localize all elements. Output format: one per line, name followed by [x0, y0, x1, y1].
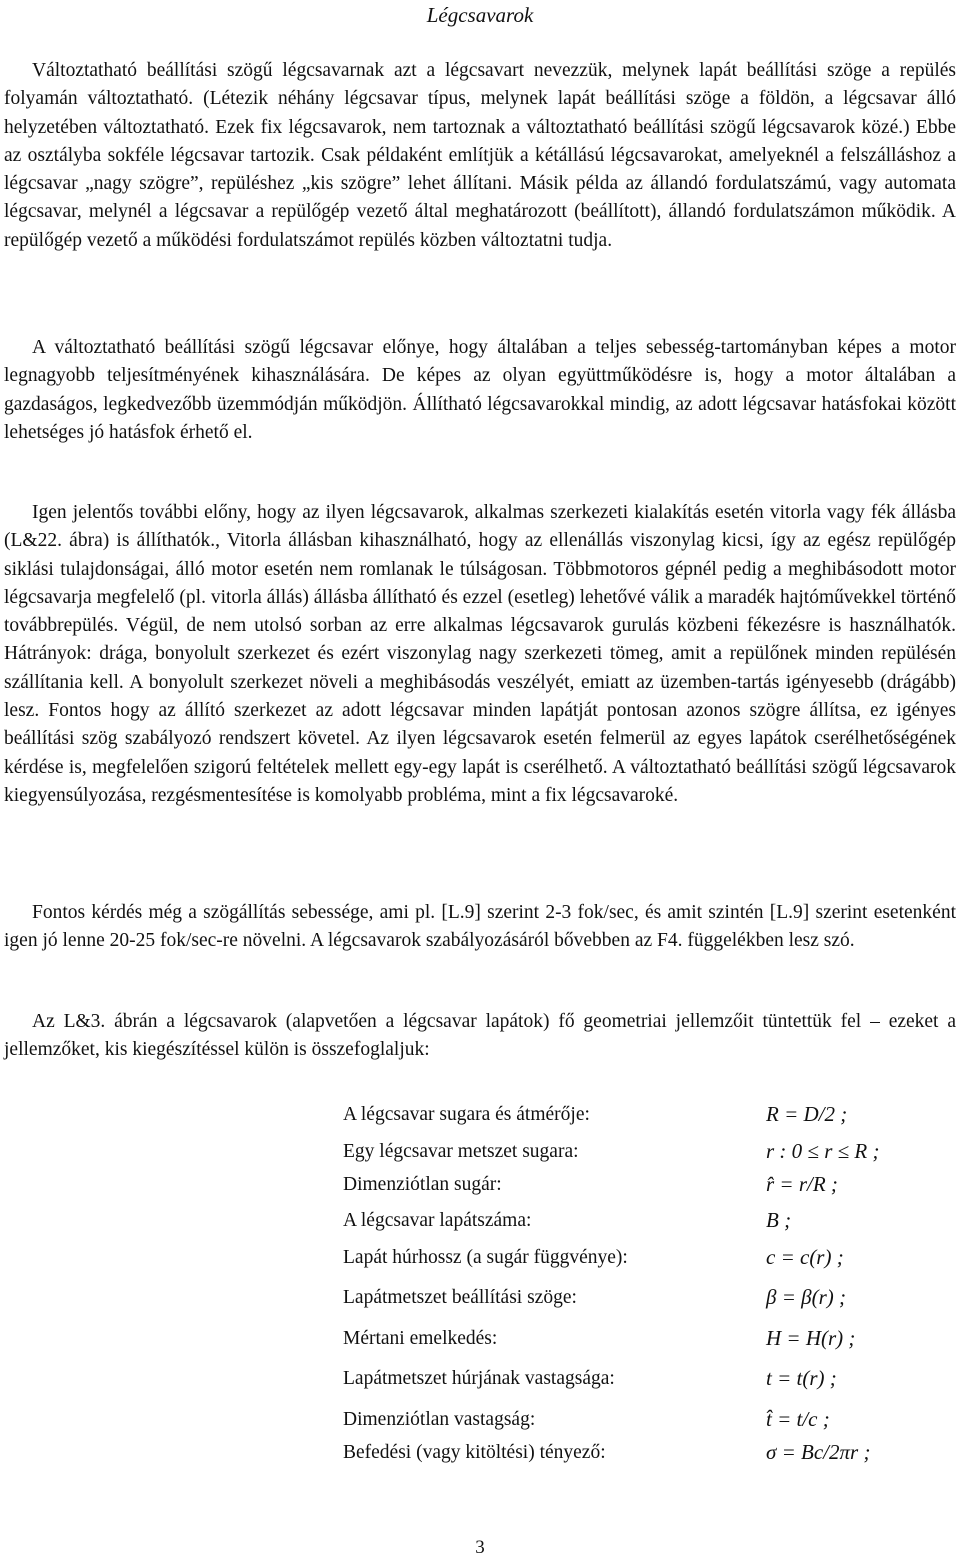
definition-row	[343, 1244, 943, 1278]
paragraph-further-advantages: Igen jelentős további előny, hogy az ilyen légcsavarok, alkalmas szerkezeti kialakítás esetén vitorla vagy fék állásba (L&22. ábra) is állíthatók., Vitorla állásban kihasználható, hogy az ellenállás viszonylag kicsi, így az egész repülőgép siklási tulajdonságai, álló motor esetén nem romlanak le túlságosan. Többmotoros gépnél pedig a meghibásodott motor légcsavarja megfelelő (pl. vitorla állás) állásba állítható és ezzel (esetleg) lehetővé válik a maradék hajtóművekkel történő továbbrepülés. Végül, de nem utolsó sorban az erre alkalmas légcsavarok gurulás közbeni fékezésre is használhatók. Hátrányok: drága, bonyolult szerkezet és ezért viszonylag nagy szerkezeti tömeg, amit a repülőnek minden repülésén szállítania kell. A bonyolult szerkezet növeli a meghibásodás veszélyét, emiatt az üzemben-tartás igényesebb (drágább) lesz. Fontos hogy az állító szerkezet az adott légcsavar minden lapátját pontosan azonos szögre állítsa, ez igényes beállítási szög szabályozó rendszert követel. Az ilyen légcsavarok esetén felmerül az egyes lapátok cserélhetőségének kérdése is, megfelelően szigorú feltételek mellett egy-egy lapát is cserélhető. A változtatható beállítási szögű légcsavarok kiegyensúlyozása, rezgésmentesítése is komolyabb probléma, mint a fix légcsavaroké.	[4, 502, 956, 806]
definition-formula: c = c(r) ;	[766, 1245, 844, 1269]
definition-formula: H = H(r) ;	[766, 1326, 856, 1350]
definition-row	[343, 1171, 943, 1205]
definition-formula: σ = Bc/2πr ;	[766, 1440, 871, 1464]
definition-label: A légcsavar lapátszáma:	[343, 1210, 532, 1231]
paragraph-definition: Változtatható beállítási szögű légcsavarnak azt a légcsavart nevezzük, melynek lapát beállítási szöge a repülés folyamán változtatható. (Létezik néhány légcsavar típus, melynek lapát beállítási szöge a földön, a légcsavar álló helyzetében változtatható. Ezek fix légcsavarok, nem tartoznak a változtatható beállítási szögű légcsavarok közé.) Ebbe az osztályba sokféle légcsavar tartozik. Csak példaként említjük a kétállású légcsavarokat, amelyeknél a felszálláshoz a légcsavar „nagy szögre”, repüléshez „kis szögre” lehet állítani. Másik példa az állandó fordulatszámú, vagy automata légcsavar, melynél a légcsavar a repülőgép vezető által meghatározott (beállított), állandó fordulatszámon működik. A repülőgép vezető a működési fordulatszámot repülés közben változtatni tudja.	[4, 60, 956, 251]
definition-row	[343, 1207, 943, 1241]
definition-formula: t = t(r) ;	[766, 1366, 837, 1390]
definition-label: Lapát húrhossz (a sugár függvénye):	[343, 1247, 628, 1268]
page-number: 3	[475, 1537, 485, 1558]
definition-label: Lapátmetszet húrjának vastagsága:	[343, 1368, 615, 1389]
definition-row	[343, 1365, 943, 1399]
definition-row	[343, 1406, 943, 1440]
definition-label: Egy légcsavar metszet sugara:	[343, 1141, 579, 1162]
definition-label: A légcsavar sugara és átmérője:	[343, 1104, 590, 1125]
definition-formula: r : 0 ≤ r ≤ R ;	[766, 1139, 880, 1163]
definition-formula: B ;	[766, 1208, 792, 1232]
definition-formula: r̂ = r/R ;	[766, 1172, 838, 1196]
definition-formula: t̂ = t/c ;	[766, 1407, 830, 1431]
definition-row	[343, 1138, 943, 1172]
paragraph-advantages: A változtatható beállítási szögű légcsavar előnye, hogy általában a teljes sebesség-tartományban képes a motor legnagyobb teljesítményének kihasználására. De képes az olyan együttműködésre is, hogy a motor általában a gazdaságos, legkedvezőbb üzemmódján működjön. Állítható légcsavarokkal mindig, az adott légcsavar hatásfokai között lehetséges jó hatásfok érhető el.	[4, 337, 956, 443]
definition-formula: β = β(r) ;	[766, 1285, 846, 1309]
definition-row	[343, 1284, 943, 1318]
definition-label: Mértani emelkedés:	[343, 1328, 498, 1349]
section-title: Légcsavarok	[426, 3, 534, 27]
paragraph-adjustment-speed: Fontos kérdés még a szögállítás sebessége, ami pl. [L.9] szerint 2-3 fok/sec, és amit szintén [L.9] szerint esetenként igen jó lenne 20-25 fok/sec-re növelni. A légcsavarok szabályozásáról bővebben az F4. függelékben lesz szó.	[4, 902, 956, 952]
paragraph-geometry-intro: Az L&3. ábrán a légcsavarok (alapvetően a légcsavar lapátok) fő geometriai jellemzőit tüntettük fel – ezeket a jellemzőket, kis kiegészítéssel külön is összefoglaljuk:	[4, 1011, 956, 1061]
definition-row	[343, 1439, 943, 1473]
definition-label: Dimenziótlan vastagság:	[343, 1409, 536, 1430]
definition-label: Befedési (vagy kitöltési) tényező:	[343, 1442, 606, 1463]
definition-formula: R = D/2 ;	[766, 1102, 848, 1126]
definition-label: Dimenziótlan sugár:	[343, 1174, 502, 1195]
definition-label: Lapátmetszet beállítási szöge:	[343, 1287, 577, 1308]
definition-row	[343, 1101, 943, 1135]
definition-row	[343, 1325, 943, 1359]
